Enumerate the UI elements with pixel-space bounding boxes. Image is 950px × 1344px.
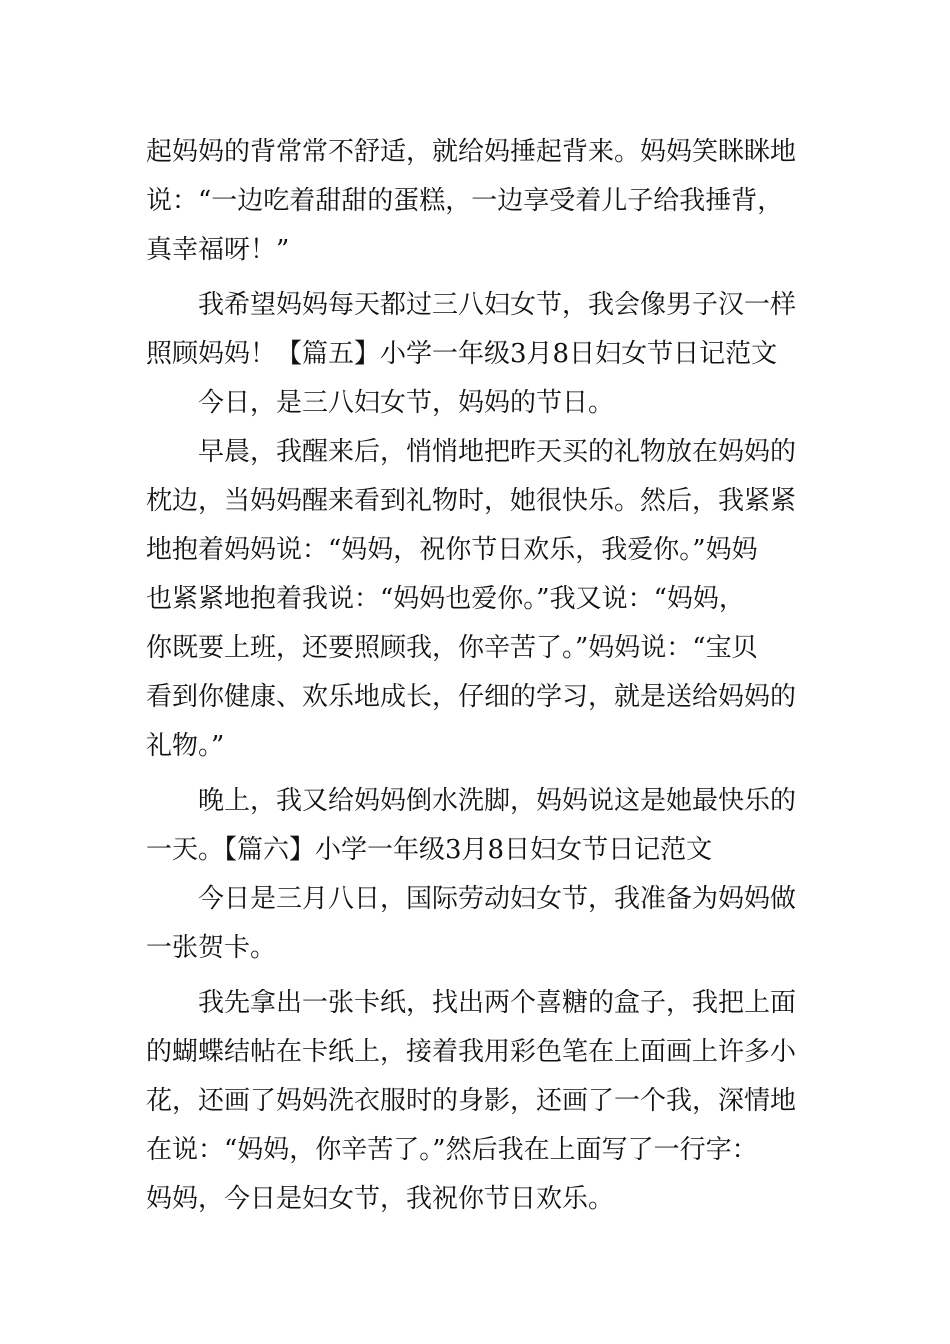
text-line: 枕边，当妈妈醒来看到礼物时，她很快乐。然后，我紧紧 [146, 486, 797, 516]
text-line: 你既要上班，还要照顾我，你辛苦了。”妈妈说：“宝贝 [146, 633, 758, 663]
text-line: 一张贺卡。 [146, 933, 277, 963]
text-line: 在说：“妈妈，你辛苦了。”然后我在上面写了一行字： [146, 1135, 758, 1165]
text-line: 我希望妈妈每天都过三八妇女节，我会像男子汉一样 [198, 290, 797, 320]
text-line: 照顾妈妈！【篇五】小学一年级3月8日妇女节日记范文 [146, 339, 778, 369]
text-line: 说：“一边吃着甜甜的蛋糕，一边享受着儿子给我捶背， [146, 186, 784, 216]
text-line: 真幸福呀！” [146, 235, 290, 265]
document-body [146, 128, 808, 1224]
text-line: 今日是三月八日，国际劳动妇女节，我准备为妈妈做 [198, 884, 797, 914]
text-line: 地抱着妈妈说：“妈妈，祝你节日欢乐，我爱你。”妈妈 [146, 535, 758, 565]
text-line: 起妈妈的背常常不舒适，就给妈捶起背来。妈妈笑眯眯地 [146, 137, 797, 167]
text-line: 妈妈，今日是妇女节，我祝你节日欢乐。 [146, 1184, 615, 1214]
text-line: 的蝴蝶结帖在卡纸上，接着我用彩色笔在上面画上许多小 [146, 1037, 797, 1067]
text-line: 花，还画了妈妈洗衣服时的身影，还画了一个我，深情地 [146, 1086, 797, 1116]
text-line: 晚上，我又给妈妈倒水洗脚，妈妈说这是她最快乐的 [198, 786, 797, 816]
text-line: 看到你健康、欢乐地成长，仔细的学习，就是送给妈妈的 [146, 682, 797, 712]
text-line: 今日，是三八妇女节，妈妈的节日。 [198, 388, 615, 418]
text-line: 我先拿出一张卡纸，找出两个喜糖的盒子，我把上面 [198, 988, 797, 1018]
text-line: 一天。【篇六】小学一年级3月8日妇女节日记范文 [146, 835, 713, 865]
text-line: 也紧紧地抱着我说：“妈妈也爱你。”我又说：“妈妈， [146, 584, 745, 614]
text-line: 礼物。” [146, 731, 225, 761]
text-line: 早晨，我醒来后，悄悄地把昨天买的礼物放在妈妈的 [198, 437, 797, 467]
